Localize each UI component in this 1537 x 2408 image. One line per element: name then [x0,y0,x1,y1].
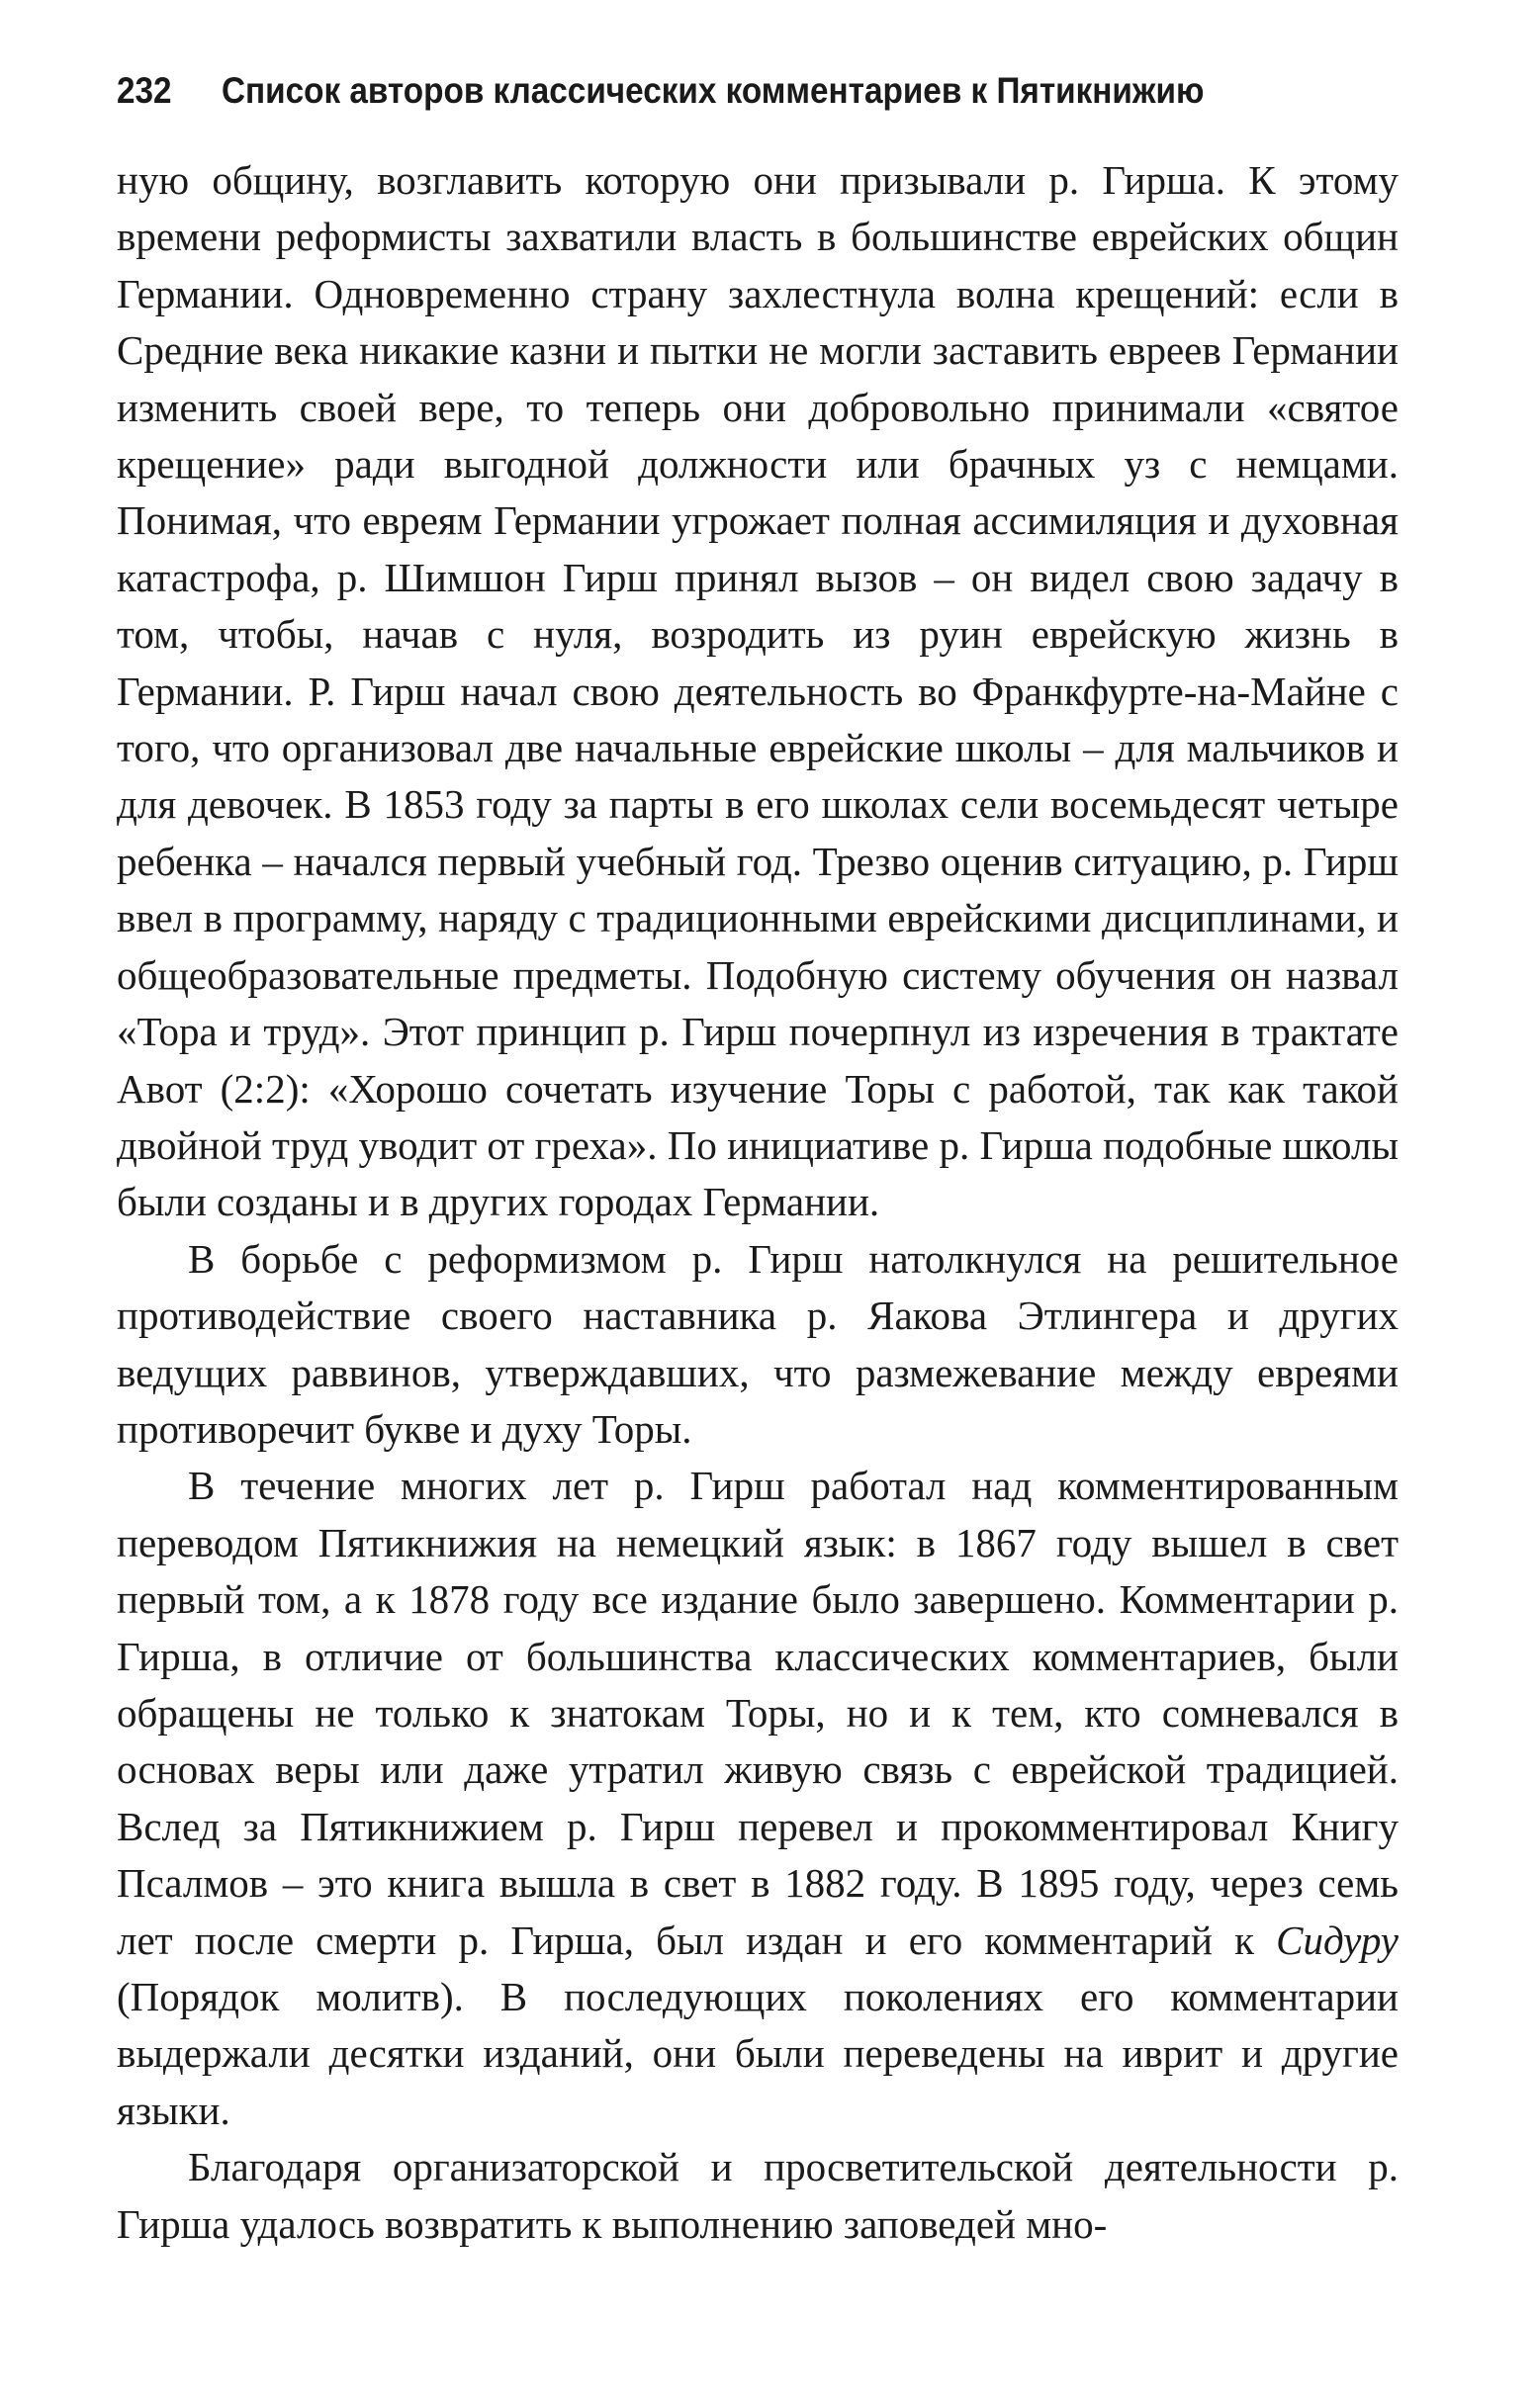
paragraph-legacy: Благодаря организаторской и просветительской деятельности р. Гирша удалось возвратить к выполнению заповедей мно- [117,2144,1399,2247]
running-title: Список авторов классических комментариев к Пятикнижию [221,70,1205,111]
body-text [117,152,1399,2253]
paragraph-translation [117,1458,1399,2139]
siddur-italic-term: Сидуру [1276,1917,1399,1963]
paragraph-translation-part-1: В течение многих лет р. Гирш работал над комментированным переводом Пятикнижия на немецкий язык: в 1867 году вышел в свет первый том, а к 1878 году все издание было завершено. Комментарии р. Гирша, в отличие от большинства классических комментариев, были обращены не только к знатокам Торы, но и к тем, кто сомневался в основах веры или даже утратил живую связь с еврейской традицией. Вслед за Пятикнижием р. Гирш перевел и прокомментировал Книгу Псалмов – это книга вышла в свет в 1882 году. В 1895 году, через семь лет после смерти р. Гирша, был издан и его комментарий к [117,1463,1399,1963]
paragraph-continued: ную общину, возглавить которую они призывали р. Гирша. К этому времени реформисты захватили власть в большинстве еврейских общин Германии. Одновременно страну захлестнула волна крещений: если в Средние века никакие казни и пытки не могли заставить евреев Германии изменить своей вере, то теперь они добровольно принимали «святое крещение» ради выгодной должности или брачных уз с немцами. Понимая, что евреям Германии угрожает полная ассимиляция и духовная катастрофа, р. Шимшон Гирш принял вызов – он видел свою задачу в том, чтобы, начав с нуля, возродить из руин еврейскую жизнь в Германии. Р. Гирш начал свою деятельность во Франкфурте-на-Майне с того, что организовал две начальные еврейские школы – для мальчиков и для девочек. В 1853 году за парты в его школах сели восемьдесят четыре ребенка – начался первый учебный год. Трезво оценив ситуацию, р. Гирш ввел в программу, наряду с традиционными еврейскими дисциплинами, и общеобразовательные предметы. Подобную систему обучения он назвал «Тора и труд». Этот принцип р. Гирш почерпнул из изречения в трактате Авот (2:2): «Хорошо сочетать изучение Торы с работой, так как такой двойной труд уводит от греха». По инициативе р. Гирша подобные школы были созданы и в других городах Германии. [117,157,1399,1225]
paragraph-translation-part-2: (Порядок молитв). В последующих поколениях его комментарии выдержали десятки изданий, они были переведены на иврит и другие языки. [117,1974,1399,2133]
page-number: 232 [117,70,172,111]
running-head [117,61,1292,121]
paragraph-reformism: В борьбе с реформизмом р. Гирш натолкнулся на решительное противодействие своего наставника р. Яакова Этлингера и других ведущих раввинов, утверждавших, что размежевание между евреями противоречит букве и духу Торы. [117,1235,1399,1452]
